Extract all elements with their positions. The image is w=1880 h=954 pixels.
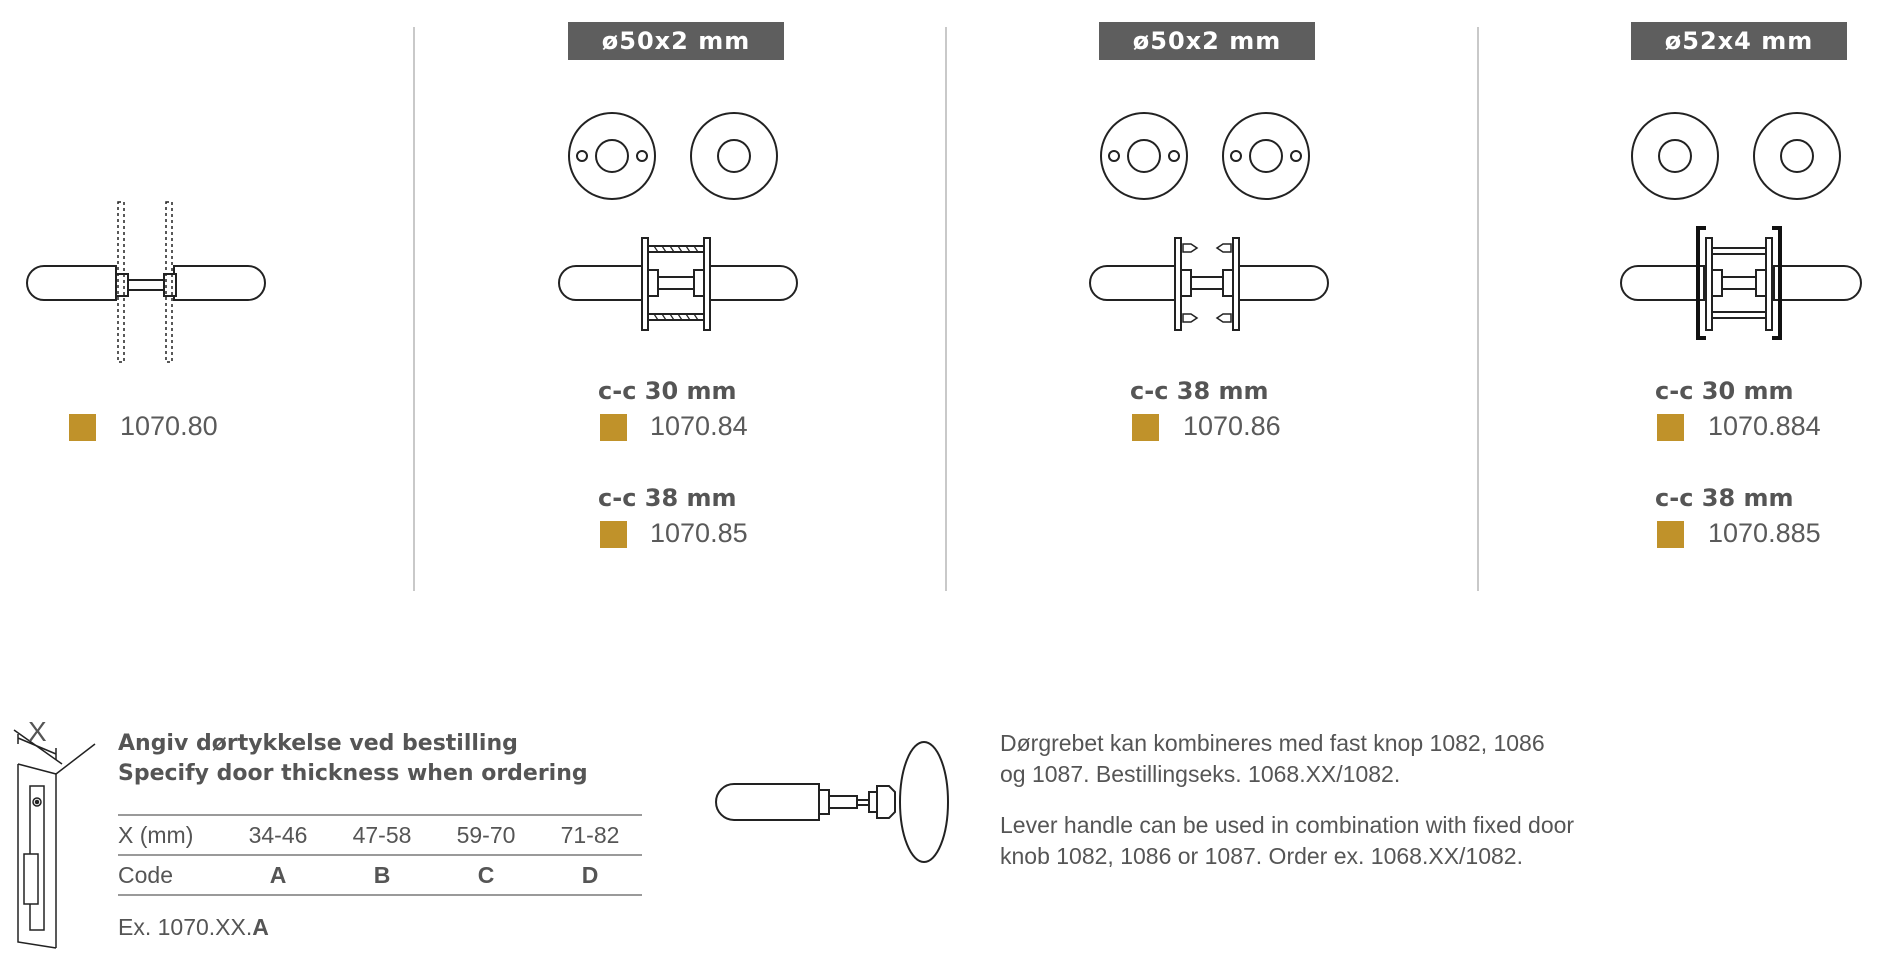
finish-swatch [69, 414, 96, 441]
thickness-heading-da: Angiv dørtykkelse ved bestilling [118, 731, 518, 756]
product-code: 1070.86 [1183, 411, 1281, 441]
code-cell: B [330, 855, 434, 895]
product-code: 1070.85 [650, 518, 748, 548]
product-code: 1070.80 [120, 411, 218, 441]
row-label: X (mm) [118, 815, 226, 855]
rosette-size-badge: ø52x4 mm [1631, 22, 1847, 60]
range-cell: 71-82 [538, 815, 642, 855]
range-cell: 34-46 [226, 815, 330, 855]
finish-swatch [1657, 521, 1684, 548]
column-divider [413, 27, 415, 591]
door-thickness-table [118, 814, 642, 896]
row-label: Code [118, 855, 226, 895]
thickness-heading-en: Specify door thickness when ordering [118, 761, 588, 786]
combination-text-da-1: Dørgrebet kan kombineres med fast knop 1082, 1086 [1000, 730, 1545, 756]
rosette-drawings [1630, 112, 1850, 202]
cc-distance-label: c-c 38 mm [598, 484, 737, 512]
column-divider [945, 27, 947, 591]
lever-handle-drawing [1608, 224, 1876, 346]
lever-handle-drawing [1077, 230, 1341, 342]
lever-handle-drawing [546, 230, 810, 342]
order-example-prefix: Ex. 1070.XX. [118, 914, 253, 940]
rosette-drawings [567, 112, 787, 202]
code-cell: A [226, 855, 330, 895]
code-cell: D [538, 855, 642, 895]
cc-distance-label: c-c 30 mm [1655, 377, 1794, 405]
finish-swatch [600, 521, 627, 548]
finish-swatch [1657, 414, 1684, 441]
x-dimension-label: X [28, 716, 47, 747]
combination-text-en-2: knob 1082, 1086 or 1087. Order ex. 1068.XX/1082. [1000, 843, 1523, 869]
finish-swatch [600, 414, 627, 441]
cc-distance-label: c-c 38 mm [1130, 377, 1269, 405]
product-code: 1070.884 [1708, 411, 1821, 441]
rosette-drawings [1099, 112, 1319, 202]
range-cell: 47-58 [330, 815, 434, 855]
column-divider [1477, 27, 1479, 591]
order-example-code: A [252, 914, 269, 940]
lever-handle-drawing-1070-80 [14, 196, 278, 368]
door-thickness-drawing [10, 714, 100, 954]
range-cell: 59-70 [434, 815, 538, 855]
cc-distance-label: c-c 38 mm [1655, 484, 1794, 512]
order-example [118, 914, 269, 941]
product-code: 1070.84 [650, 411, 748, 441]
product-code: 1070.885 [1708, 518, 1821, 548]
thickness-code-row [118, 855, 642, 895]
thickness-range-row [118, 815, 642, 855]
lever-with-knob-drawing [704, 734, 974, 864]
finish-swatch [1132, 414, 1159, 441]
combination-text-en-1: Lever handle can be used in combination with fixed door [1000, 812, 1575, 838]
cc-distance-label: c-c 30 mm [598, 377, 737, 405]
rosette-size-badge: ø50x2 mm [1099, 22, 1315, 60]
code-cell: C [434, 855, 538, 895]
combination-text-da-2: og 1087. Bestillingseks. 1068.XX/1082. [1000, 761, 1401, 787]
rosette-size-badge: ø50x2 mm [568, 22, 784, 60]
